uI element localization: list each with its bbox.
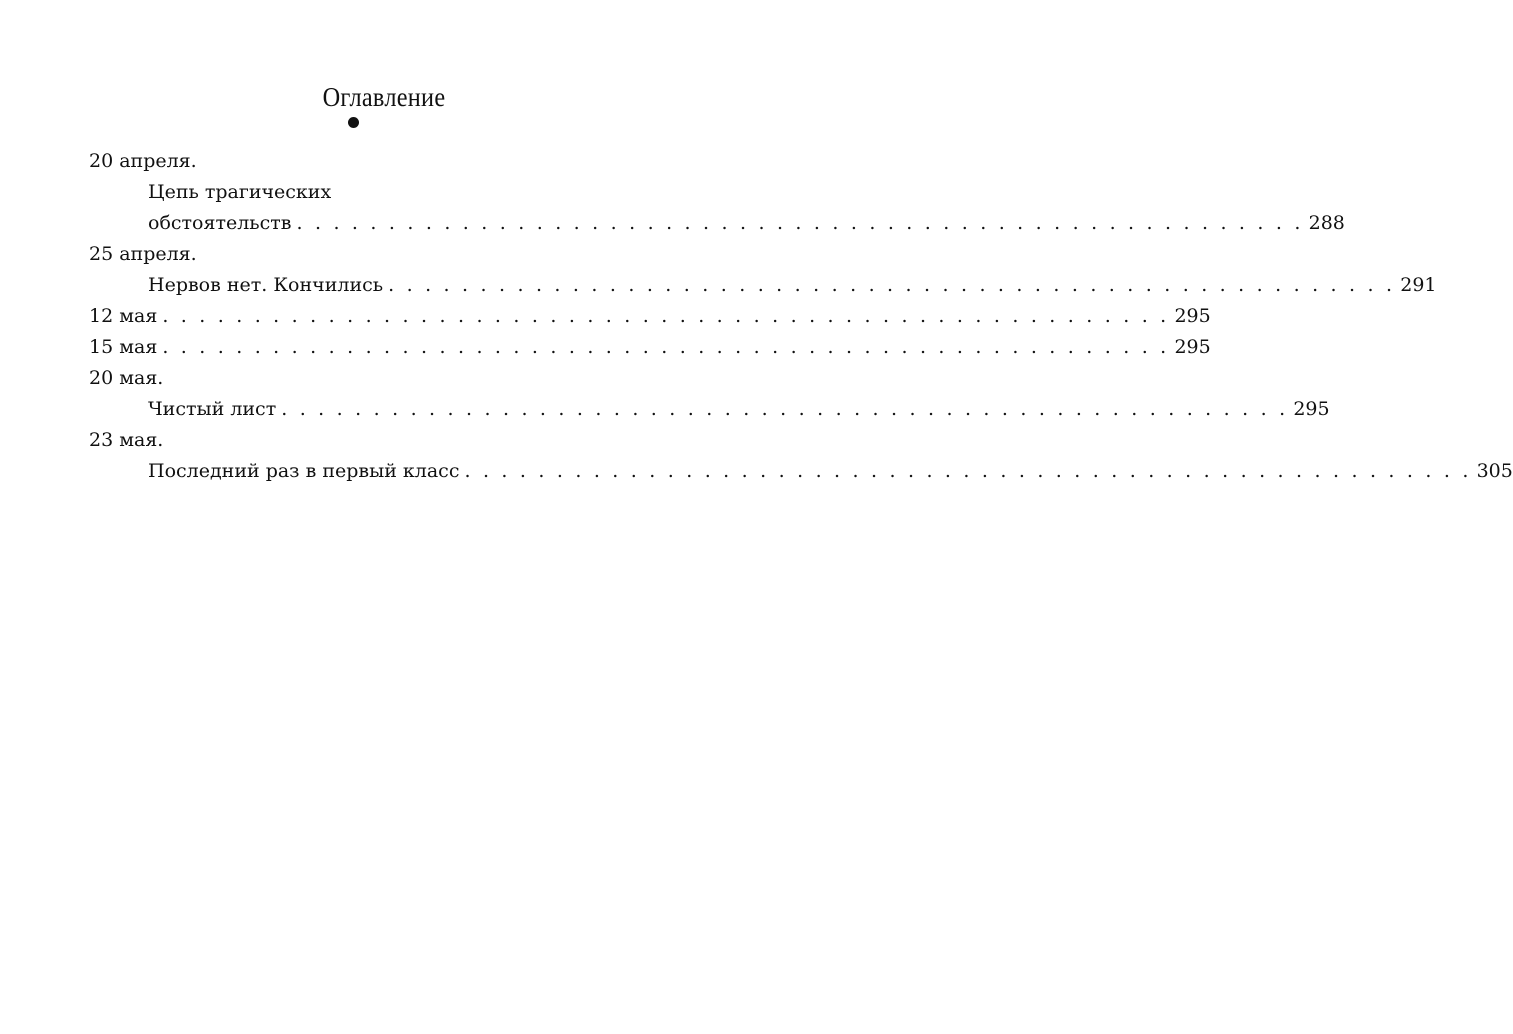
- toc-date: 23 мая.: [89, 429, 164, 451]
- toc-entry[interactable]: [148, 270, 1437, 301]
- toc-chapter-title: Нервов нет. Кончились: [148, 274, 384, 296]
- toc-entry[interactable]: [89, 332, 1211, 363]
- toc-date: 15 мая: [89, 336, 158, 358]
- page-number: 295: [1174, 305, 1211, 327]
- toc-entry[interactable]: [148, 394, 1330, 425]
- toc-entry[interactable]: [89, 301, 1211, 332]
- toc-date: 12 мая: [89, 305, 158, 327]
- table-of-contents: [89, 146, 1513, 487]
- toc-chapter-title: обстоятельств: [148, 212, 292, 234]
- title-bullet-ornament: [348, 117, 359, 128]
- toc-entry[interactable]: [148, 208, 1345, 239]
- page-number: 288: [1308, 212, 1345, 234]
- toc-chapter-title: Последний раз в первый класс: [148, 460, 460, 482]
- dot-leader: . . . . . . . . . . . . . . . . . . . . . . . . . . . . . . . . . . . . . . . . . . . . . . . . . . . . . . .: [464, 460, 1472, 482]
- toc-chapter-title: Чистый лист: [148, 398, 277, 420]
- dot-leader: . . . . . . . . . . . . . . . . . . . . . . . . . . . . . . . . . . . . . . . . . . . . . . . . . . . . . . .: [281, 398, 1289, 420]
- toc-date: 20 апреля.: [89, 150, 197, 172]
- toc-entry[interactable]: [148, 456, 1513, 487]
- dot-leader: . . . . . . . . . . . . . . . . . . . . . . . . . . . . . . . . . . . . . . . . . . . . . . . . . . . . . . .: [162, 305, 1170, 327]
- dot-leader: . . . . . . . . . . . . . . . . . . . . . . . . . . . . . . . . . . . . . . . . . . . . . . . . . . . . . . .: [296, 212, 1304, 234]
- toc-date: 25 апреля.: [89, 243, 197, 265]
- page-number: 305: [1476, 460, 1513, 482]
- page-number: 295: [1293, 398, 1330, 420]
- dot-leader: . . . . . . . . . . . . . . . . . . . . . . . . . . . . . . . . . . . . . . . . . . . . . . . . . . . . . . .: [388, 274, 1396, 296]
- toc-chapter-title: Цепь трагических: [148, 181, 332, 203]
- page-number: 291: [1400, 274, 1437, 296]
- page-title: Оглавление: [322, 82, 446, 112]
- dot-leader: . . . . . . . . . . . . . . . . . . . . . . . . . . . . . . . . . . . . . . . . . . . . . . . . . . . . . . .: [162, 336, 1170, 358]
- toc-date: 20 мая.: [89, 367, 164, 389]
- page-number: 295: [1174, 336, 1211, 358]
